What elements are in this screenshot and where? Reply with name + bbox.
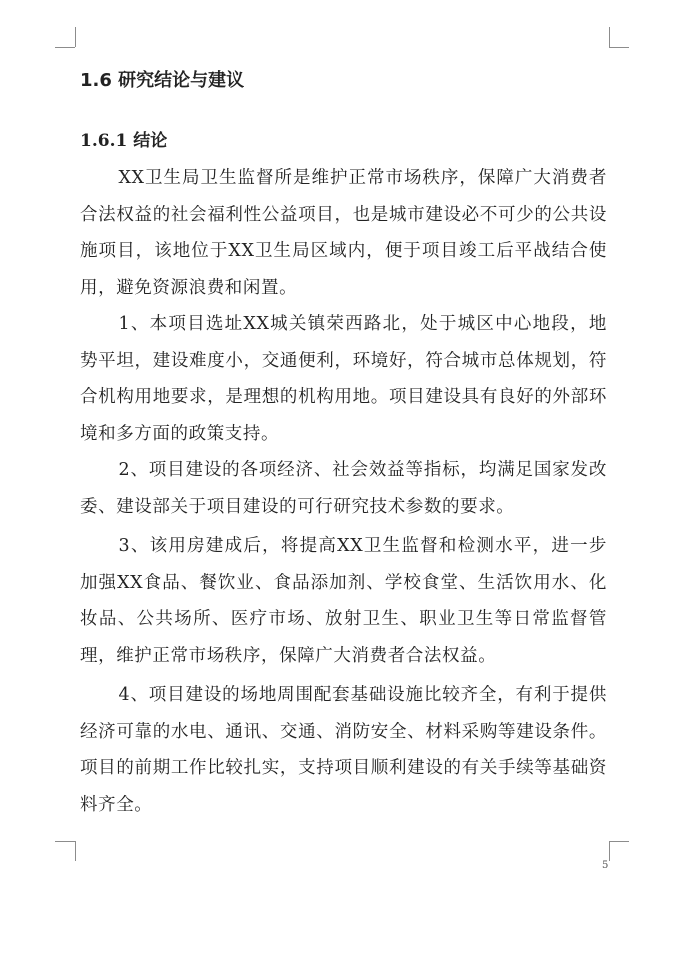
paragraph-intro: XX卫生局卫生监督所是维护正常市场秩序，保障广大消费者合法权益的社会福利性公益项目，也是城市建设必不可少的公共设施项目，该地位于XX卫生局区域内，便于项目竣工后平战结合使用，避免资源浪费和闲置。 bbox=[80, 168, 607, 298]
crop-mark-bottom-right-vertical bbox=[609, 841, 610, 861]
crop-mark-bottom-left-horizontal bbox=[55, 841, 75, 842]
section-title: 1.6 研究结论与建议 bbox=[80, 70, 245, 91]
crop-mark-bottom-right-horizontal bbox=[609, 841, 629, 842]
crop-mark-top-right-horizontal bbox=[609, 47, 629, 48]
subsection-title: 1.6.1 结论 bbox=[80, 131, 168, 151]
paragraph-point-4: 4、项目建设的场地周围配套基础设施比较齐全，有利于提供经济可靠的水电、通讯、交通、消防安全、材料采购等建设条件。项目的前期工作比较扎实，支持项目顺利建设的有关手续等基础资料齐全。 bbox=[80, 685, 607, 815]
crop-mark-top-left-horizontal bbox=[55, 47, 75, 48]
crop-mark-top-left-vertical bbox=[75, 27, 76, 47]
document-body bbox=[80, 160, 607, 823]
paragraph-point-3: 3、该用房建成后，将提高XX卫生监督和检测水平，进一步加强XX食品、餐饮业、食品添加剂、学校食堂、生活饮用水、化妆品、公共场所、医疗市场、放射卫生、职业卫生等日常监督管理，维护正常市场秩序，保障广大消费者合法权益。 bbox=[80, 536, 607, 666]
crop-mark-top-right-vertical bbox=[609, 27, 610, 47]
paragraph-point-2: 2、项目建设的各项经济、社会效益等指标，均满足国家发改委、建设部关于项目建设的可行研究技术参数的要求。 bbox=[80, 460, 607, 517]
paragraph-point-1: 1、本项目选址XX城关镇荣西路北，处于城区中心地段，地势平坦，建设难度小，交通便利，环境好，符合城市总体规划，符合机构用地要求，是理想的机构用地。项目建设具有良好的外部环境和多方面的政策支持。 bbox=[80, 314, 607, 444]
page-number: 5 bbox=[602, 860, 609, 871]
crop-mark-bottom-left-vertical bbox=[75, 841, 76, 861]
